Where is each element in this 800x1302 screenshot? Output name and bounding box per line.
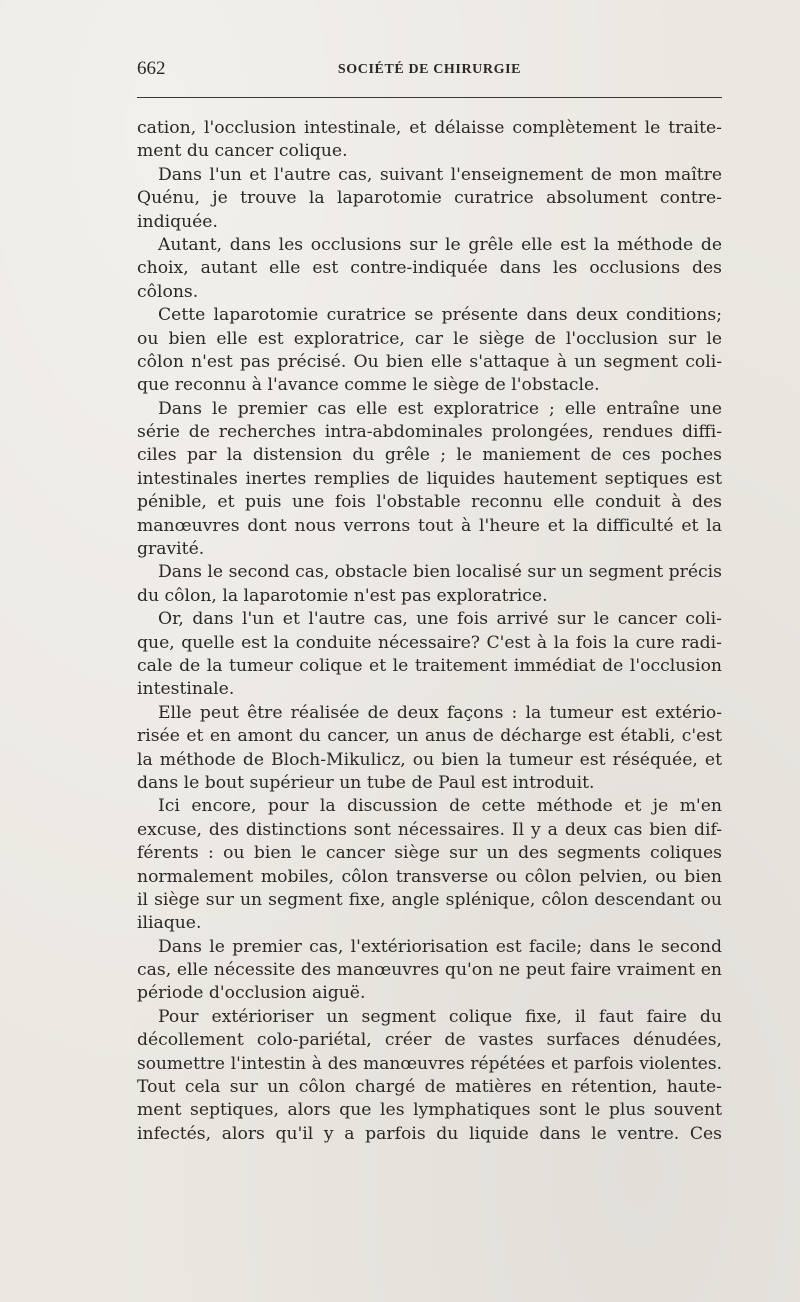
- page-header: [137, 58, 722, 88]
- text-line: que, quelle est la conduite nécessaire? C'est à la fois la cure radi-: [137, 632, 722, 653]
- page-number: 662: [137, 58, 166, 79]
- text-line: soumettre l'intestin à des manœuvres répétées et parfois violentes.: [137, 1053, 722, 1074]
- text-line: Elle peut être réalisée de deux façons : la tumeur est extério-: [158, 702, 722, 723]
- text-line: gravité.: [137, 539, 205, 560]
- text-line: décollement colo-pariétal, créer de vastes surfaces dénudées,: [137, 1030, 722, 1051]
- text-line: que reconnu à l'avance comme le siège de l'obstacle.: [137, 375, 600, 396]
- text-line: risée et en amont du cancer, un anus de décharge est établi, c'est: [137, 726, 722, 747]
- text-line: Dans l'un et l'autre cas, suivant l'enseignement de mon maître: [158, 164, 722, 185]
- text-line: cation, l'occlusion intestinale, et délaisse complètement le traite-: [137, 118, 722, 138]
- text-line: série de recherches intra-abdominales prolongées, rendues diffi-: [137, 422, 722, 443]
- text-line: normalement mobiles, côlon transverse ou côlon pelvien, ou bien: [137, 866, 722, 887]
- text-line: iliaque.: [137, 913, 202, 934]
- text-line: il siège sur un segment fixe, angle splénique, côlon descendant ou: [137, 889, 722, 910]
- text-line: Or, dans l'un et l'autre cas, une fois arrivé sur le cancer coli-: [158, 609, 722, 630]
- text-line: Cette laparotomie curatrice se présente dans deux conditions;: [158, 305, 722, 326]
- text-line: Autant, dans les occlusions sur le grêle elle est la méthode de: [158, 234, 722, 255]
- text-line: Ici encore, pour la discussion de cette méthode et je m'en: [158, 796, 722, 817]
- text-line: ment du cancer colique.: [137, 141, 348, 162]
- text-line: intestinales inertes remplies de liquides hautement septiques est: [137, 468, 722, 489]
- text-line: excuse, des distinctions sont nécessaires. Il y a deux cas bien dif-: [137, 819, 722, 840]
- header-rule: [137, 97, 722, 98]
- text-line: ment septiques, alors que les lymphatiques sont le plus souvent: [137, 1100, 722, 1121]
- text-line: ciles par la distension du grêle ; le maniement de ces poches: [137, 445, 722, 466]
- text-line: cas, elle nécessite des manœuvres qu'on ne peut faire vraiment en: [137, 960, 722, 981]
- text-line: manœuvres dont nous verrons tout à l'heure et la difficulté et la: [137, 515, 722, 536]
- text-line: cale de la tumeur colique et le traitement immédiat de l'occlusion: [137, 655, 722, 676]
- text-line: Pour extérioriser un segment colique fixe, il faut faire du: [158, 1006, 722, 1027]
- text-line: côlon n'est pas précisé. Ou bien elle s'attaque à un segment coli-: [137, 351, 722, 372]
- text-line: la méthode de Bloch-Mikulicz, ou bien la tumeur est réséquée, et: [137, 749, 722, 770]
- text-line: période d'occlusion aiguë.: [137, 983, 366, 1004]
- text-line: pénible, et puis une fois l'obstable reconnu elle conduit à des: [137, 492, 722, 513]
- text-line: Tout cela sur un côlon chargé de matières en rétention, haute-: [137, 1077, 722, 1098]
- text-line: Dans le second cas, obstacle bien localisé sur un segment précis: [158, 562, 722, 583]
- text-line: intestinale.: [137, 679, 235, 700]
- text-line: Dans le premier cas, l'extériorisation est facile; dans le second: [158, 936, 722, 957]
- text-line: côlons.: [137, 281, 199, 302]
- text-line: indiquée.: [137, 211, 218, 232]
- text-line: ou bien elle est exploratrice, car le siège de l'occlusion sur le: [137, 328, 722, 349]
- text-line: Dans le premier cas elle est exploratrice ; elle entraîne une: [158, 398, 722, 419]
- running-title: SOCIÉTÉ DE CHIRURGIE: [337, 62, 522, 77]
- text-line: choix, autant elle est contre-indiquée dans les occlusions des: [137, 258, 722, 279]
- text-line: infectés, alors qu'il y a parfois du liquide dans le ventre. Ces: [137, 1123, 722, 1144]
- text-line: férents : ou bien le cancer siège sur un des segments coliques: [137, 843, 722, 864]
- text-line: dans le bout supérieur un tube de Paul est introduit.: [137, 772, 595, 793]
- body-text: [137, 117, 722, 1146]
- text-line: Quénu, je trouve la laparotomie curatrice absolument contre-: [137, 188, 722, 209]
- text-line: du côlon, la laparotomie n'est pas exploratrice.: [137, 585, 548, 606]
